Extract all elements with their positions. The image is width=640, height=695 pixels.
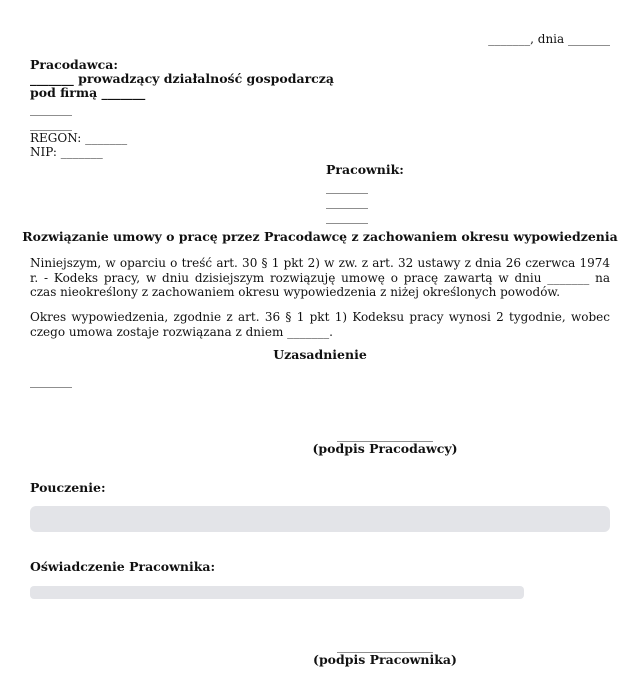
employer-label: Pracodawca: [30, 57, 118, 72]
paragraph-notice-period: Okres wypowiedzenia, zgodnie z art. 36 § 1 pkt 1) Kodeksu pracy wynosi 2 tygodnie, wobec czego umowa zostaje rozwiązana z dniem _______. [30, 310, 610, 339]
employer-signature-caption: (podpis Pracodawcy) [312, 441, 458, 456]
employee-signature [300, 639, 470, 667]
employer-block [30, 58, 334, 159]
paragraph-termination: Niniejszym, w oparciu o treść art. 30 § 1 pkt 2) w zw. z art. 32 ustawy z dnia 26 czerwca 1974 r. - Kodeks pracy, w dniu dzisiejszym rozwiązuję umowę o pracę zawartą w dniu _______ na czas nieokreślony z zachowaniem okresu wypowiedzenia z niżej określonych powodów. [30, 256, 610, 299]
date-line: _______, dnia _______ [488, 32, 610, 46]
instruction-placeholder [30, 506, 610, 532]
employee-statement-label: Oświadczenie Pracownika: [30, 559, 216, 574]
employee-blank2: _______ [326, 195, 368, 209]
employer-blank1: _______ [30, 102, 72, 116]
justification-heading: Uzasadnienie [273, 347, 367, 362]
justification-blank: _______ [30, 374, 72, 388]
employer-blank2: _______ [30, 116, 72, 131]
employee-blank3: _______ [326, 210, 368, 224]
employer-signature-line: ________________ [337, 428, 433, 442]
employee-signature-caption: (podpis Pracownika) [313, 652, 457, 667]
employer-regon: REGON: _______ [30, 131, 128, 145]
employee-blank1: _______ [326, 180, 368, 194]
employee-signature-line: ________________ [337, 639, 433, 653]
employer-line1: _______ prowadzący działalność gospodarczą [30, 71, 334, 86]
employee-block [326, 163, 404, 225]
document-title: Rozwiązanie umowy o pracę przez Pracodawcę z zachowaniem okresu wypowiedzenia [22, 229, 618, 244]
instruction-label: Pouczenie: [30, 480, 106, 495]
employee-label: Pracownik: [326, 162, 404, 177]
employee-statement-placeholder [30, 586, 524, 599]
employer-line2: pod firmą _______ [30, 85, 146, 100]
employer-nip: NIP: _______ [30, 145, 103, 159]
employer-signature [300, 428, 470, 456]
